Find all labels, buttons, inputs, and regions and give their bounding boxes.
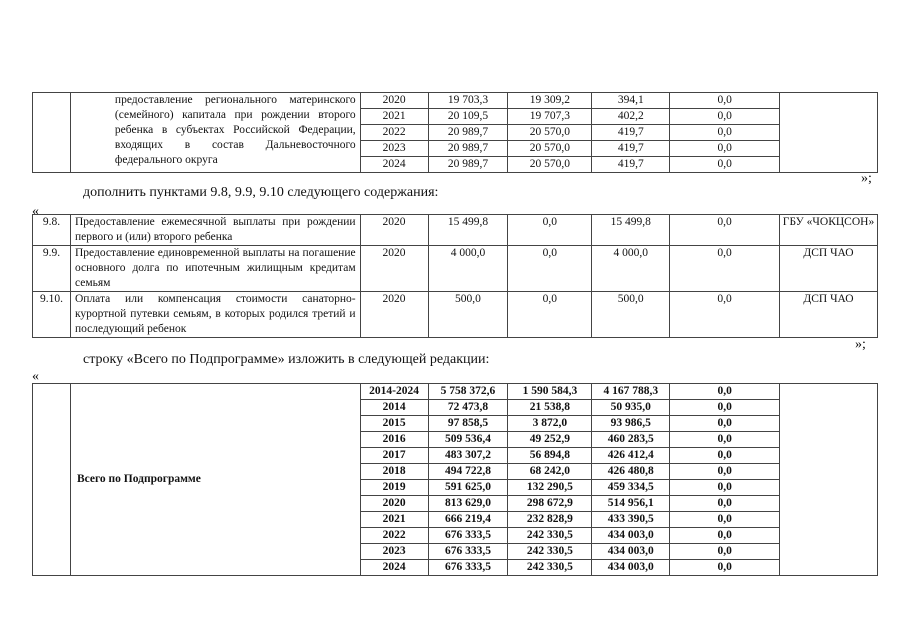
cell-v4: 0,0 xyxy=(670,560,780,576)
open-quote-2: « xyxy=(32,369,39,384)
cell-year: 2021 xyxy=(360,109,428,125)
cell-v2: 19 309,2 xyxy=(508,93,592,109)
cell-v1: 676 333,5 xyxy=(428,544,508,560)
executor-cell: ДСП ЧАО xyxy=(780,246,878,292)
cell-v3: 4 167 788,3 xyxy=(592,384,670,400)
cell-v1: 500,0 xyxy=(428,292,508,338)
cell-year: 2020 xyxy=(360,496,428,512)
cell-v4: 0,0 xyxy=(670,109,780,125)
cell-v1: 666 219,4 xyxy=(428,512,508,528)
instruction-add-items: дополнить пунктами 9.8, 9.9, 9.10 следующего содержания: xyxy=(83,185,439,200)
cell-v3: 433 390,5 xyxy=(592,512,670,528)
total-label-cell: Всего по Подпрограмме xyxy=(70,384,360,576)
cell-v3: 402,2 xyxy=(592,109,670,125)
item-description-cell xyxy=(70,93,360,173)
table-subprogram-total xyxy=(32,383,878,576)
cell-v1: 483 307,2 xyxy=(428,448,508,464)
table-row xyxy=(33,215,878,246)
table-row xyxy=(33,292,878,338)
cell-v3: 500,0 xyxy=(592,292,670,338)
cell-v2: 20 570,0 xyxy=(508,141,592,157)
cell-v3: 93 986,5 xyxy=(592,416,670,432)
description-line: федерального округа xyxy=(114,154,218,166)
cell-v3: 459 334,5 xyxy=(592,480,670,496)
item-description-cell: Оплата или компенсация стоимости санаторно-курортной путевки семьям, в которых родился третий и последующий ребенок xyxy=(70,292,360,338)
item-number-cell: 9.8. xyxy=(33,215,71,246)
cell-v3: 434 003,0 xyxy=(592,544,670,560)
table-new-items xyxy=(32,214,878,338)
cell-v3: 419,7 xyxy=(592,125,670,141)
cell-v2: 49 252,9 xyxy=(508,432,592,448)
cell-v2: 56 894,8 xyxy=(508,448,592,464)
cell-v1: 15 499,8 xyxy=(428,215,508,246)
table-maternity-capital xyxy=(32,92,878,173)
cell-v4: 0,0 xyxy=(670,246,780,292)
cell-year: 2014 xyxy=(360,400,428,416)
instruction-total-row: строку «Всего по Подпрограмме» изложить в следующей редакции: xyxy=(83,352,490,367)
cell-v1: 19 703,3 xyxy=(428,93,508,109)
cell-v4: 0,0 xyxy=(670,480,780,496)
table-row xyxy=(33,93,878,109)
cell-v2: 20 570,0 xyxy=(508,125,592,141)
cell-v1: 676 333,5 xyxy=(428,528,508,544)
cell-v1: 676 333,5 xyxy=(428,560,508,576)
cell-v2: 0,0 xyxy=(508,246,592,292)
description-line: входящих в состав Дальневосточного xyxy=(114,139,356,151)
cell-v4: 0,0 xyxy=(670,416,780,432)
cell-year: 2023 xyxy=(360,141,428,157)
cell-year: 2019 xyxy=(360,480,428,496)
cell-year: 2023 xyxy=(360,544,428,560)
executor-cell: ГБУ «ЧОКЦСОН» xyxy=(780,215,878,246)
cell-v3: 426 480,8 xyxy=(592,464,670,480)
cell-v1: 4 000,0 xyxy=(428,246,508,292)
item-description-cell: Предоставление единовременной выплаты на погашение основного долга по ипотечным жилищным кредитам семьям xyxy=(70,246,360,292)
cell-v4: 0,0 xyxy=(670,292,780,338)
cell-v2: 298 672,9 xyxy=(508,496,592,512)
cell-v4: 0,0 xyxy=(670,400,780,416)
cell-v4: 0,0 xyxy=(670,448,780,464)
cell-v2: 21 538,8 xyxy=(508,400,592,416)
cell-v1: 813 629,0 xyxy=(428,496,508,512)
cell-v3: 394,1 xyxy=(592,93,670,109)
description-line: (семейного) капитала при рождении второго xyxy=(114,109,356,121)
description-line: предоставление регионального материнского xyxy=(114,94,356,106)
cell-v4: 0,0 xyxy=(670,384,780,400)
cell-v2: 242 330,5 xyxy=(508,544,592,560)
cell-year: 2018 xyxy=(360,464,428,480)
cell-v3: 419,7 xyxy=(592,141,670,157)
cell-v2: 19 707,3 xyxy=(508,109,592,125)
cell-v4: 0,0 xyxy=(670,528,780,544)
cell-year: 2024 xyxy=(360,157,428,173)
close-quote-1: »; xyxy=(861,171,872,186)
cell-year: 2014-2024 xyxy=(360,384,428,400)
cell-year: 2020 xyxy=(360,93,428,109)
cell-v1: 494 722,8 xyxy=(428,464,508,480)
cell-v4: 0,0 xyxy=(670,141,780,157)
cell-v4: 0,0 xyxy=(670,496,780,512)
cell-v1: 5 758 372,6 xyxy=(428,384,508,400)
cell-v4: 0,0 xyxy=(670,157,780,173)
cell-v4: 0,0 xyxy=(670,432,780,448)
cell-v2: 242 330,5 xyxy=(508,560,592,576)
cell-year: 2022 xyxy=(360,528,428,544)
cell-v4: 0,0 xyxy=(670,93,780,109)
cell-year: 2017 xyxy=(360,448,428,464)
cell-v1: 72 473,8 xyxy=(428,400,508,416)
cell-v1: 97 858,5 xyxy=(428,416,508,432)
cell-v2: 3 872,0 xyxy=(508,416,592,432)
cell-v1: 20 989,7 xyxy=(428,157,508,173)
cell-v4: 0,0 xyxy=(670,512,780,528)
cell-year: 2015 xyxy=(360,416,428,432)
table-row xyxy=(33,246,878,292)
cell-year: 2021 xyxy=(360,512,428,528)
cell-year: 2016 xyxy=(360,432,428,448)
cell-v2: 0,0 xyxy=(508,215,592,246)
cell-year: 2020 xyxy=(360,246,428,292)
cell-v3: 4 000,0 xyxy=(592,246,670,292)
cell-v4: 0,0 xyxy=(670,215,780,246)
cell-year: 2024 xyxy=(360,560,428,576)
cell-v3: 50 935,0 xyxy=(592,400,670,416)
cell-v3: 426 412,4 xyxy=(592,448,670,464)
cell-year: 2022 xyxy=(360,125,428,141)
cell-v3: 419,7 xyxy=(592,157,670,173)
cell-v1: 20 989,7 xyxy=(428,125,508,141)
cell-v1: 20 109,5 xyxy=(428,109,508,125)
item-number-cell: 9.9. xyxy=(33,246,71,292)
open-quote-1: « xyxy=(32,204,39,219)
executor-cell xyxy=(780,93,878,173)
cell-v4: 0,0 xyxy=(670,544,780,560)
cell-v1: 591 625,0 xyxy=(428,480,508,496)
cell-year: 2020 xyxy=(360,215,428,246)
cell-v1: 20 989,7 xyxy=(428,141,508,157)
cell-v2: 242 330,5 xyxy=(508,528,592,544)
cell-v3: 434 003,0 xyxy=(592,560,670,576)
item-description-cell: Предоставление ежемесячной выплаты при рождении первого и (или) второго ребенка xyxy=(70,215,360,246)
cell-v3: 514 956,1 xyxy=(592,496,670,512)
cell-v2: 132 290,5 xyxy=(508,480,592,496)
cell-v3: 460 283,5 xyxy=(592,432,670,448)
cell-v3: 434 003,0 xyxy=(592,528,670,544)
description-line: ребенка в субъектах Российской Федерации, xyxy=(114,124,356,136)
executor-cell xyxy=(780,384,878,576)
item-number-cell xyxy=(33,93,71,173)
cell-v2: 68 242,0 xyxy=(508,464,592,480)
cell-v4: 0,0 xyxy=(670,464,780,480)
cell-v1: 509 536,4 xyxy=(428,432,508,448)
cell-v2: 232 828,9 xyxy=(508,512,592,528)
item-number-cell xyxy=(33,384,71,576)
cell-year: 2020 xyxy=(360,292,428,338)
table-row xyxy=(33,384,878,400)
cell-v3: 15 499,8 xyxy=(592,215,670,246)
close-quote-2: »; xyxy=(855,337,866,352)
item-number-cell: 9.10. xyxy=(33,292,71,338)
executor-cell: ДСП ЧАО xyxy=(780,292,878,338)
cell-v4: 0,0 xyxy=(670,125,780,141)
cell-v2: 20 570,0 xyxy=(508,157,592,173)
cell-v2: 1 590 584,3 xyxy=(508,384,592,400)
cell-v2: 0,0 xyxy=(508,292,592,338)
